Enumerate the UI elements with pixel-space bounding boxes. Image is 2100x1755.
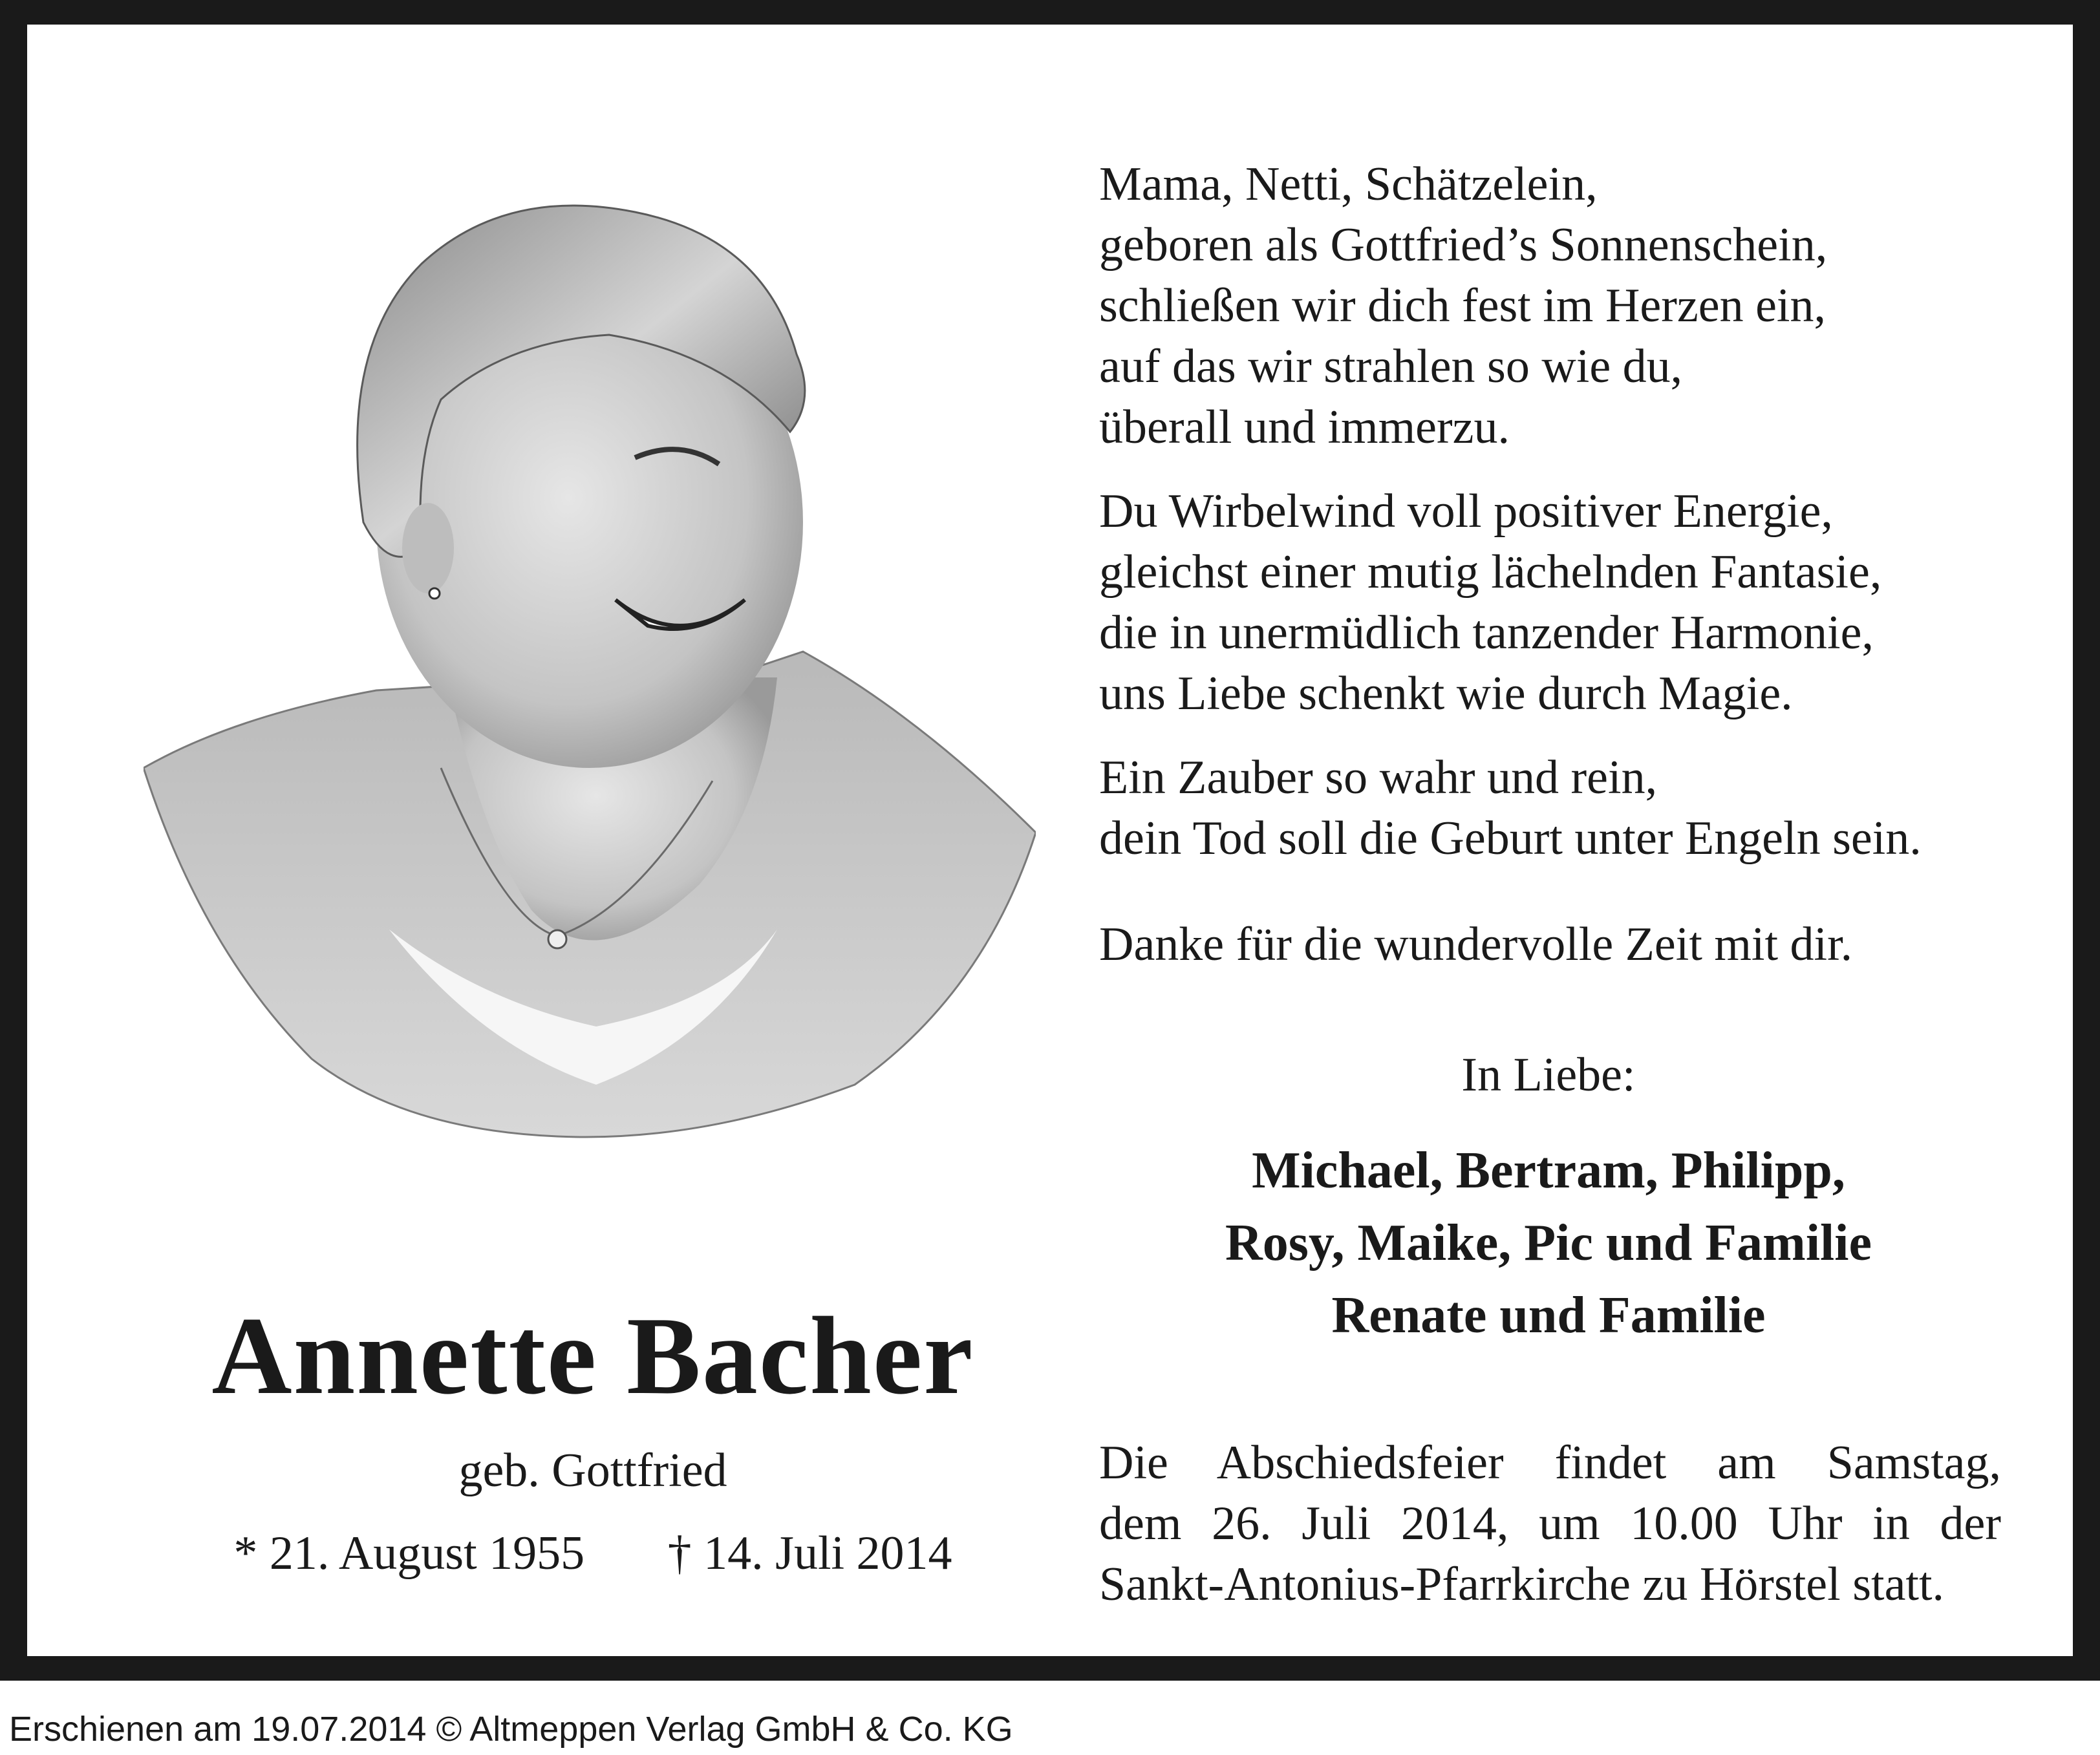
poem-line: auf das wir strahlen so wie du, — [1099, 340, 1683, 393]
funeral-notice-line: Die Abschiedsfeier findet am Samstag, — [1099, 1436, 2001, 1489]
birth-name: geb. Gottfried — [458, 1444, 727, 1497]
poem-line: dein Tod soll die Geburt unter Engeln sein. — [1099, 812, 1922, 865]
funeral-notice-line: dem 26. Juli 2014, um 10.00 Uhr in der — [1099, 1497, 2001, 1550]
poem-line: Du Wirbelwind voll positiver Energie, — [1099, 485, 1833, 538]
publication-footer: Erschienen am 19.07.2014 © Altmeppen Verlag GmbH & Co. KG — [9, 1710, 1013, 1749]
signoff-intro: In Liebe: — [1461, 1048, 1636, 1101]
thanks-line: Danke für die wundervolle Zeit mit dir. — [1099, 918, 1853, 971]
poem-line: geboren als Gottfried’s Sonnenschein, — [1099, 218, 1828, 271]
poem-stanza-1 — [1099, 154, 2017, 458]
poem — [1099, 154, 2017, 975]
funeral-notice — [1099, 1432, 2001, 1615]
poem-line: Mama, Netti, Schätzelein, — [1099, 158, 1598, 211]
death-date: † 14. Juli 2014 — [667, 1527, 952, 1580]
mourners-signoff — [1099, 1043, 1998, 1352]
mourner-names-line: Michael, Bertram, Philipp, — [1252, 1142, 1845, 1199]
funeral-notice-line: Sankt-Antonius-Pfarrkirche zu Hörstel statt. — [1099, 1558, 1945, 1611]
mourner-names-line: Renate und Familie — [1331, 1287, 1766, 1344]
life-dates — [98, 1523, 1088, 1584]
portrait-photo — [144, 186, 1036, 1143]
deceased-name: Annette Bacher — [211, 1295, 974, 1418]
poem-line: schließen wir dich fest im Herzen ein, — [1099, 279, 1826, 332]
poem-line: uns Liebe schenkt wie durch Magie. — [1099, 667, 1793, 720]
poem-line: die in unermüdlich tanzender Harmonie, — [1099, 606, 1874, 659]
mourner-names — [1099, 1134, 1998, 1352]
poem-stanza-2 — [1099, 481, 2017, 724]
poem-line: Ein Zauber so wahr und rein, — [1099, 751, 1658, 804]
birth-date: * 21. August 1955 — [233, 1527, 585, 1580]
poem-line: gleichst einer mutig lächelnden Fantasie, — [1099, 546, 1882, 599]
poem-stanza-3 — [1099, 747, 2017, 869]
poem-line: überall und immerzu. — [1099, 401, 1510, 454]
deceased-info — [98, 1292, 1088, 1584]
mourner-names-line: Rosy, Maike, Pic und Familie — [1225, 1215, 1872, 1271]
